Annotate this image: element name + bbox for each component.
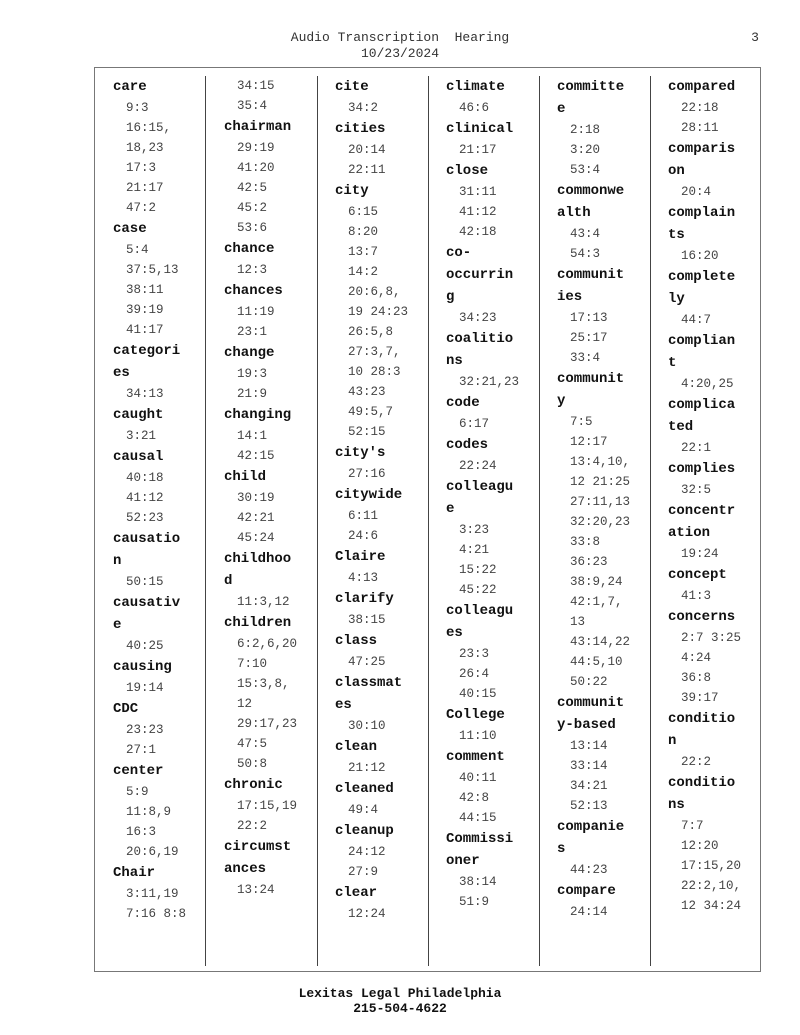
- page-line-ref: 33:8: [570, 535, 601, 549]
- page-line-ref: 21:17: [459, 143, 497, 157]
- page-line-ref: 29:17,23: [237, 717, 298, 731]
- index-term: chance: [224, 241, 275, 257]
- page-line-ref: 36:23: [570, 555, 608, 569]
- page-line-ref: 38:14: [459, 875, 497, 889]
- continued-page-ref: 35:4: [237, 99, 268, 113]
- index-term: cleanup: [335, 823, 394, 839]
- index-column: [113, 76, 211, 966]
- transcript-date: 10/23/2024: [360, 46, 439, 61]
- page-line-ref: 24:14: [570, 905, 608, 919]
- page-line-ref: 20:6,19: [126, 845, 179, 859]
- index-term: classmat es: [335, 675, 403, 713]
- page-line-ref: 40:15: [459, 687, 497, 701]
- page-line-ref: 34:2: [348, 101, 379, 115]
- page-line-ref: 21:9: [237, 387, 268, 401]
- page-line-ref: 7:7: [681, 819, 704, 833]
- index-entry: [668, 500, 766, 564]
- page-line-ref: 2:18: [570, 123, 601, 137]
- page-line-ref: 22:11: [348, 163, 386, 177]
- page-line-ref: 11:8,9: [126, 805, 172, 819]
- page-line-ref: 12:24: [348, 907, 386, 921]
- page-line-ref: 42:21: [237, 511, 275, 525]
- page-line-ref: 27:1: [126, 743, 157, 757]
- page-line-ref: 53:4: [570, 163, 601, 177]
- index-entry: [224, 238, 322, 280]
- index-entry: [335, 118, 433, 180]
- page-line-ref: 22:2: [681, 755, 712, 769]
- index-entry: [335, 882, 433, 924]
- page-line-ref: 34:21: [570, 779, 608, 793]
- page-line-ref: 31:11: [459, 185, 497, 199]
- page-line-ref: 47:5: [237, 737, 268, 751]
- index-term: change: [224, 345, 275, 361]
- page-line-ref: 23:1: [237, 325, 268, 339]
- index-entry: [113, 76, 211, 218]
- index-term: colleagu e: [446, 479, 514, 517]
- page-line-ref: 33:14: [570, 759, 608, 773]
- page-line-ref: 22:24: [459, 459, 497, 473]
- page-number: 3: [751, 30, 759, 45]
- index-entry: [668, 772, 766, 916]
- page-line-ref: 9:3: [126, 101, 149, 115]
- page-line-ref: 53:6: [237, 221, 268, 235]
- page-line-ref: 43:23: [348, 385, 386, 399]
- index-term: clean: [335, 739, 378, 755]
- page-line-ref: 44:23: [570, 863, 608, 877]
- page-line-ref: 27:11,13: [570, 495, 631, 509]
- index-frame: [94, 67, 761, 972]
- index-term: concerns: [668, 609, 736, 625]
- index-term: comparis on: [668, 141, 736, 179]
- page-line-ref: 34:13: [126, 387, 164, 401]
- page-line-ref: 27:3,7, 10 28:3: [348, 345, 401, 379]
- page-line-ref: 12:17: [570, 435, 608, 449]
- index-term: chances: [224, 283, 283, 299]
- index-entry: [335, 778, 433, 820]
- index-entry: [113, 656, 211, 698]
- page-line-ref: 51:9: [459, 895, 490, 909]
- index-entry: [446, 392, 544, 434]
- page-line-ref: 22:18: [681, 101, 719, 115]
- page-line-ref: 33:4: [570, 351, 601, 365]
- index-entry: [335, 546, 433, 588]
- page-line-ref: 17:13: [570, 311, 608, 325]
- index-term: city's: [335, 445, 386, 461]
- index-entry: [224, 342, 322, 404]
- page-line-ref: 47:25: [348, 655, 386, 669]
- page-line-ref: 32:5: [681, 483, 712, 497]
- index-term: clarify: [335, 591, 394, 607]
- index-term: caught: [113, 407, 164, 423]
- page-line-ref: 49:5,7: [348, 405, 394, 419]
- index-term: coalitio ns: [446, 331, 514, 369]
- index-entry: [113, 446, 211, 528]
- index-entry: [113, 340, 211, 404]
- index-entry: [446, 600, 544, 704]
- index-entry: [224, 548, 322, 612]
- index-term: concept: [668, 567, 727, 583]
- index-term: Commissi oner: [446, 831, 514, 869]
- page-line-ref: 6:17: [459, 417, 490, 431]
- page-line-ref: 36:8: [681, 671, 712, 685]
- index-entry: [668, 458, 766, 500]
- page-header: [0, 30, 800, 62]
- index-entry: [446, 434, 544, 476]
- page-line-ref: 30:10: [348, 719, 386, 733]
- index-term: comment: [446, 749, 505, 765]
- index-column: [446, 76, 544, 966]
- page-line-ref: 20:6,8, 19 24:23: [348, 285, 409, 319]
- index-entry: [113, 698, 211, 760]
- index-entry: [224, 116, 322, 238]
- index-entry: [446, 242, 544, 328]
- page-footer: [0, 986, 800, 1016]
- index-entry: [557, 264, 655, 368]
- index-entry: [113, 528, 211, 592]
- page-line-ref: 20:14: [348, 143, 386, 157]
- page-line-ref: 13:7: [348, 245, 379, 259]
- index-entry: [224, 466, 322, 548]
- index-entry: [446, 76, 544, 118]
- page-line-ref: 20:4: [681, 185, 712, 199]
- index-term: complies: [668, 461, 736, 477]
- page-line-ref: 5:9: [126, 785, 149, 799]
- index-term: colleagu es: [446, 603, 514, 641]
- page-line-ref: 50:22: [570, 675, 608, 689]
- index-term: Chair: [113, 865, 156, 881]
- index-entry: [446, 746, 544, 828]
- page-line-ref: 17:15,19: [237, 799, 298, 813]
- index-term: compared: [668, 79, 736, 95]
- index-term: committe e: [557, 79, 625, 117]
- index-term: climate: [446, 79, 505, 95]
- page-line-ref: 7:10: [237, 657, 268, 671]
- index-term: Claire: [335, 549, 386, 565]
- index-entry: [668, 606, 766, 708]
- page-line-ref: 3:20: [570, 143, 601, 157]
- index-entry: [557, 76, 655, 180]
- index-term: complica ted: [668, 397, 736, 435]
- page-line-ref: 15:22: [459, 563, 497, 577]
- index-term: children: [224, 615, 292, 631]
- page-line-ref: 3:21: [126, 429, 157, 443]
- index-term: cities: [335, 121, 386, 137]
- page-line-ref: 13:14: [570, 739, 608, 753]
- page-line-ref: 16:3: [126, 825, 157, 839]
- index-term: complete ly: [668, 269, 736, 307]
- index-term: code: [446, 395, 480, 411]
- page-line-ref: 38:11: [126, 283, 164, 297]
- index-entry: [446, 828, 544, 912]
- index-term: compare: [557, 883, 616, 899]
- index-term: causal: [113, 449, 164, 465]
- index-entry: [224, 774, 322, 836]
- page-line-ref: 44:7: [681, 313, 712, 327]
- page-line-ref: 52:15: [348, 425, 386, 439]
- page-line-ref: 19:24: [681, 547, 719, 561]
- index-term: communit y-based: [557, 695, 625, 733]
- page-line-ref: 43:4: [570, 227, 601, 241]
- index-entry: [113, 862, 211, 924]
- index-entry: [224, 836, 322, 900]
- index-entry: [335, 630, 433, 672]
- page-line-ref: 45:2: [237, 201, 268, 215]
- index-entry: [557, 692, 655, 816]
- index-term: companie s: [557, 819, 625, 857]
- index-column: [224, 76, 322, 966]
- page-line-ref: 40:11: [459, 771, 497, 785]
- page-line-ref: 38:15: [348, 613, 386, 627]
- index-term: categori es: [113, 343, 181, 381]
- page-line-ref: 16:20: [681, 249, 719, 263]
- page-line-ref: 39:19: [126, 303, 164, 317]
- index-entry: [668, 76, 766, 138]
- index-entry: [224, 404, 322, 466]
- index-entry: [113, 592, 211, 656]
- index-entry: [224, 280, 322, 342]
- page-line-ref: 12:20: [681, 839, 719, 853]
- page-line-ref: 43:14,22: [570, 635, 631, 649]
- index-entry: [557, 880, 655, 922]
- page-line-ref: 3:23: [459, 523, 490, 537]
- page-line-ref: 41:12: [459, 205, 497, 219]
- index-term: childhoo d: [224, 551, 292, 589]
- index-entry: [446, 704, 544, 746]
- page-line-ref: 14:1: [237, 429, 268, 443]
- page-line-ref: 19:14: [126, 681, 164, 695]
- index-entry: [335, 484, 433, 546]
- page-line-ref: 41:12: [126, 491, 164, 505]
- index-term: close: [446, 163, 489, 179]
- index-term: commonwe alth: [557, 183, 625, 221]
- index-term: codes: [446, 437, 489, 453]
- index-term: cite: [335, 79, 369, 95]
- index-entry: [557, 816, 655, 880]
- page-line-ref: 17:15,20: [681, 859, 742, 873]
- index-term: circumst ances: [224, 839, 292, 877]
- page-line-ref: 41:3: [681, 589, 712, 603]
- index-term: conditio n: [668, 711, 736, 749]
- index-column: [557, 76, 655, 966]
- index-entry: [668, 138, 766, 202]
- index-term: center: [113, 763, 164, 779]
- index-entry: [335, 672, 433, 736]
- page-line-ref: 52:13: [570, 799, 608, 813]
- page-line-ref: 44:15: [459, 811, 497, 825]
- page-line-ref: 27:16: [348, 467, 386, 481]
- page-line-ref: 27:9: [348, 865, 379, 879]
- index-term: chronic: [224, 777, 283, 793]
- index-term: changing: [224, 407, 292, 423]
- page-line-ref: 13:4,10, 12 21:25: [570, 455, 631, 489]
- page-line-ref: 16:15, 18,23: [126, 121, 172, 155]
- page-line-ref: 23:23: [126, 723, 164, 737]
- page-line-ref: 26:5,8: [348, 325, 394, 339]
- index-entry: [335, 180, 433, 442]
- page-line-ref: 8:20: [348, 225, 379, 239]
- page-line-ref: 32:21,23: [459, 375, 520, 389]
- page-line-ref: 7:5: [570, 415, 593, 429]
- page-line-ref: 19:3: [237, 367, 268, 381]
- index-term: causatio n: [113, 531, 181, 569]
- page-line-ref: 29:19: [237, 141, 275, 155]
- index-term: CDC: [113, 701, 139, 717]
- page-line-ref: 50:15: [126, 575, 164, 589]
- page-line-ref: 11:19: [237, 305, 275, 319]
- page-line-ref: 32:20,23: [570, 515, 631, 529]
- page-line-ref: 14:2: [348, 265, 379, 279]
- page-line-ref: 42:1,7, 13: [570, 595, 623, 629]
- footer-firm: Lexitas Legal Philadelphia: [298, 986, 502, 1001]
- index-entry: [335, 820, 433, 882]
- page-line-ref: 47:2: [126, 201, 157, 215]
- index-entry: [224, 612, 322, 774]
- page-line-ref: 22:1: [681, 441, 712, 455]
- page-line-ref: 26:4: [459, 667, 490, 681]
- index-term: city: [335, 183, 369, 199]
- index-entry: [446, 328, 544, 392]
- index-entry: [335, 442, 433, 484]
- page-line-ref: 4:13: [348, 571, 379, 585]
- index-entry: [557, 368, 655, 692]
- page-line-ref: 40:25: [126, 639, 164, 653]
- page-line-ref: 54:3: [570, 247, 601, 261]
- page-line-ref: 25:17: [570, 331, 608, 345]
- index-entry: [113, 218, 211, 340]
- page-line-ref: 12:3: [237, 263, 268, 277]
- index-term: child: [224, 469, 267, 485]
- page-line-ref: 49:4: [348, 803, 379, 817]
- index-term: clinical: [446, 121, 514, 137]
- page-line-ref: 40:18: [126, 471, 164, 485]
- index-entry: [668, 708, 766, 772]
- index-term: causativ e: [113, 595, 181, 633]
- index-entry: [668, 564, 766, 606]
- page-line-ref: 44:5,10: [570, 655, 623, 669]
- index-term: communit y: [557, 371, 625, 409]
- transcript-title: Audio Transcription Hearing: [290, 30, 510, 45]
- index-entry: [446, 160, 544, 242]
- page-line-ref: 50:8: [237, 757, 268, 771]
- page-line-ref: 11:3,12: [237, 595, 290, 609]
- index-entry: [446, 118, 544, 160]
- page-line-ref: 3:11,19: [126, 887, 179, 901]
- page-line-ref: 23:3: [459, 647, 490, 661]
- index-entry: [335, 76, 433, 118]
- page-line-ref: 13:24: [237, 883, 275, 897]
- index-term: co- occurrin g: [446, 245, 514, 305]
- page-line-ref: 42:5: [237, 181, 268, 195]
- page-line-ref: 4:24: [681, 651, 712, 665]
- page-line-ref: 21:12: [348, 761, 386, 775]
- index-term: complain ts: [668, 205, 736, 243]
- page-line-ref: 42:15: [237, 449, 275, 463]
- index-term: class: [335, 633, 378, 649]
- index-term: concentr ation: [668, 503, 736, 541]
- index-term: case: [113, 221, 147, 237]
- index-entry: [668, 330, 766, 394]
- index-entry: [446, 476, 544, 600]
- page-line-ref: 6:11: [348, 509, 379, 523]
- page-line-ref: 22:2,10, 12 34:24: [681, 879, 742, 913]
- index-term: complian t: [668, 333, 736, 371]
- page-line-ref: 21:17: [126, 181, 164, 195]
- page-line-ref: 4:20,25: [681, 377, 734, 391]
- continued-page-ref: 34:15: [237, 79, 275, 93]
- page-line-ref: 38:9,24: [570, 575, 623, 589]
- index-term: causing: [113, 659, 172, 675]
- page-line-ref: 52:23: [126, 511, 164, 525]
- page-line-ref: 45:22: [459, 583, 497, 597]
- page-line-ref: 41:20: [237, 161, 275, 175]
- index-term: care: [113, 79, 147, 95]
- page-line-ref: 5:4: [126, 243, 149, 257]
- index-entry: [335, 588, 433, 630]
- index-entry: [668, 394, 766, 458]
- index-entry: [668, 202, 766, 266]
- index-column: [668, 76, 766, 966]
- page-line-ref: 2:7 3:25: [681, 631, 742, 645]
- index-entry: [113, 404, 211, 446]
- page-line-ref: 7:16 8:8: [126, 907, 187, 921]
- page-line-ref: 39:17: [681, 691, 719, 705]
- page-line-ref: 24:12: [348, 845, 386, 859]
- page-line-ref: 34:23: [459, 311, 497, 325]
- page-line-ref: 28:11: [681, 121, 719, 135]
- index-term: College: [446, 707, 505, 723]
- page-line-ref: 42:18: [459, 225, 497, 239]
- index-term: citywide: [335, 487, 403, 503]
- page-line-ref: 30:19: [237, 491, 275, 505]
- page-line-ref: 24:6: [348, 529, 379, 543]
- page-line-ref: 37:5,13: [126, 263, 179, 277]
- page-line-ref: 17:3: [126, 161, 157, 175]
- page-line-ref: 6:15: [348, 205, 379, 219]
- page-line-ref: 42:8: [459, 791, 490, 805]
- page-line-ref: 22:2: [237, 819, 268, 833]
- page-line-ref: 4:21: [459, 543, 490, 557]
- index-term: conditio ns: [668, 775, 736, 813]
- page-line-ref: 15:3,8, 12: [237, 677, 290, 711]
- page-line-ref: 46:6: [459, 101, 490, 115]
- index-entry: [113, 760, 211, 862]
- page-line-ref: 41:17: [126, 323, 164, 337]
- index-term: communit ies: [557, 267, 625, 305]
- page-line-ref: 11:10: [459, 729, 497, 743]
- page-line-ref: 45:24: [237, 531, 275, 545]
- index-term: clear: [335, 885, 378, 901]
- index-entry: [335, 736, 433, 778]
- index-term: chairman: [224, 119, 292, 135]
- index-column: [335, 76, 433, 966]
- index-entry: [668, 266, 766, 330]
- index-term: cleaned: [335, 781, 394, 797]
- page-line-ref: 6:2,6,20: [237, 637, 298, 651]
- footer-phone: 215-504-4622: [353, 1001, 447, 1016]
- index-entry: [557, 180, 655, 264]
